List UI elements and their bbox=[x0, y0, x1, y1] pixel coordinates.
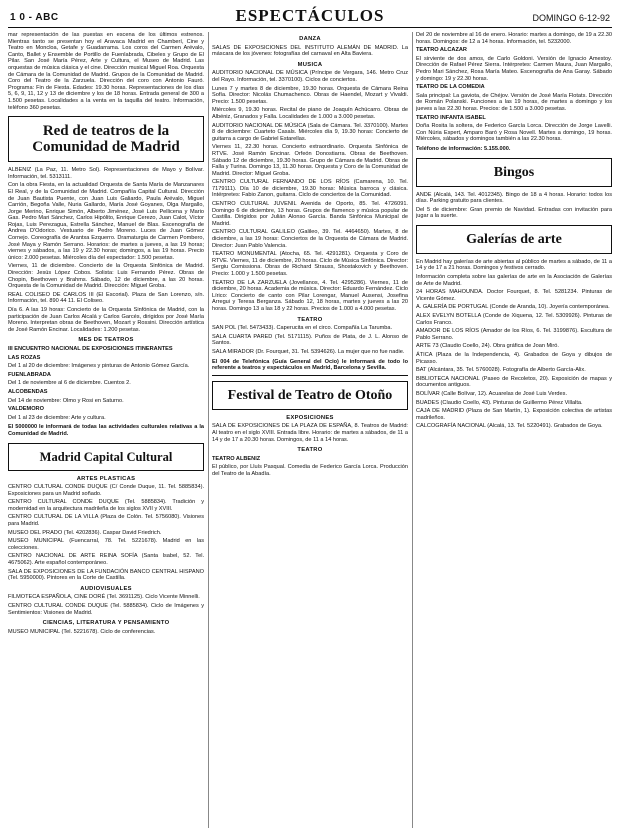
listing-line: ALEX EVELYN BOTELLA (Conde de Xiquena, 12. Tel. 5309926). Pinturas de Carlos Franco. bbox=[416, 313, 612, 326]
listing-line: TEATRO ALBENIZ bbox=[212, 455, 261, 462]
red-paragraph: REAL COLISEO DE CARLOS III (El Escorial). Plaza de San Lorenzo, s/n. Información, tel. 890 44 11. El Coliseo. bbox=[8, 291, 204, 305]
listing-line: CENTRO CULTURAL GALILEO (Galileo, 39. Tel. 4464650). Martes, 8 de diciembre, a las 19 horas: Conciertos de la Orquesta de Cámara de Madrid. Director: Juan Pablo Valencia. bbox=[212, 229, 408, 249]
column-divider bbox=[412, 32, 413, 828]
listing-line: CENTRO CULTURAL CONDE DUQUE (Tel. 5885834). Ciclo de Imágenes y Sentimientos: Visiones de Madrid. bbox=[8, 603, 204, 616]
divider bbox=[212, 375, 408, 376]
listing-line: En Madrid hay galerías de arte abiertas al público de martes a sábado, de 11 a 14 y de 17 a 21 horas. Domingos y festivos cerrado. bbox=[416, 258, 612, 272]
listing-line: SAN POL (Tel. 5473433). Caperucita en el circo. Compañía La Tarumba. bbox=[212, 325, 393, 332]
section-heading: ARTES PLASTICAS bbox=[76, 475, 136, 482]
listing-line: Información completa sobre las galerías de arte en la Asociación de Galerías de Arte de Madrid. bbox=[416, 274, 612, 287]
listing-line: Doña Rosita la soltera, de Federico García Lorca. Dirección de Jorge Lavelli. Con Núria Espert, Amparo Baró y Rosa Novell. Martes a domingo, 19 horas. Miércoles, sábados y domingos también a las 22.30 horas. bbox=[416, 123, 612, 143]
listing-line: CENTRO CULTURAL FERNANDO DE LOS RÍOS (Camarena, 10. Tel. 7179111). Día 10 de diciembre, 19.30 horas: Música barroca y clásica. Intérpretes: Fabio Zanon, guitarra. Ciclo de conciertos de la Comunidad. bbox=[212, 179, 408, 199]
red-teatros-box: Red de teatros de la Comunidad de Madrid bbox=[8, 116, 204, 162]
listing-line: CENTRO NACIONAL DE ARTE REINA SOFÍA (Santa Isabel, 52. Tel. 4675062). Arte español contemporáneo. bbox=[8, 553, 204, 567]
listing-line: El sirviente de dos amos, de Carlo Goldoni. Versión de Ignacio Amestoy. Dirección de Rafael Pérez Sierra. Intérpretes: Carmen Maura, Juan Margallo, Pedro Mari Sánchez, Rosa María Mateo. Escenografía de Ana Garay. Sábado y domingo: 19 y 22.30 horas. bbox=[416, 55, 612, 82]
listing-line: AMADOR DE LOS RÍOS (Amador de los Ríos, 6. Tel. 3199876). Escultura de Pablo Serrano. bbox=[416, 328, 612, 341]
listing-line: LAS ROZAS bbox=[8, 354, 41, 361]
section-heading: MES DE TEATROS bbox=[78, 337, 134, 344]
info-note: El 004 de Telefónica (Guía General del Ocio) le informará de todo lo referente a teatros y espectáculos en Madrid, Barcelona y Sevilla. bbox=[212, 358, 408, 372]
red-paragraph: Día 6. A las 19 horas: Concierto de la Orquesta Sinfónica de Madrid, con la participación de Juan Carlos Alcalá y Carlos Garcés, dirigidos por José María Moreno. Interpretan obras de Beethoven, Mozart y Rossini. Dirección artística de José Ramón Encinar. Localidades: 1.200 pesetas. bbox=[8, 307, 204, 333]
listing-line: Sala principal: La gaviota, de Chéjov. Versión de José María Flotats. Dirección de Román Polanski. Funciones a las 19 horas, de martes a domingo y los jueves a las 22.30 horas. Precios: de 1.500 a 3.000 pesetas. bbox=[416, 92, 612, 112]
listing-line: MUSEO DEL PRADO (Tel. 4202836). Caspar David Friedrich. bbox=[8, 529, 162, 536]
listing-line: 24 HORAS MAHOUNDA. Doctor Fourquet, 8. Tel. 5281234. Pinturas de Vicente Gómez. bbox=[416, 289, 612, 302]
listing-line: Del 1 al 20 de diciembre: Imágenes y pinturas de Antonio Gómez García. bbox=[8, 363, 190, 370]
listing-line: CAJA DE MADRID (Plaza de San Martín, 1). Exposición colectiva de artistas madrileños. bbox=[416, 408, 612, 421]
listing-line: CENTRO CULTURAL CONDE DUQUE (C/ Conde Duque, 11. Tel. 5885834). Exposiciones para un Madrid soñado. bbox=[8, 484, 204, 497]
listing-line: TEATRO DE LA ZARZUELA (Jovellanos, 4. Tel. 4295286). Viernes, 11 de diciembre, 20 horas. Academia de música. Director: Eduardo Fernández. Ciclo Lírico: Concierto de canto con Pilar Lorengar, Manuel Ausensi, Josefina Arregui y Teresa Berganza. Sábado 12, 18 horas, martes y jueves a las 20 horas. Domingo 13 a las 18 y 22 horas. Precios de 1.000 a 4.000 pesetas. bbox=[212, 279, 408, 312]
listing-line: AUDITORIO NACIONAL DE MÚSICA (Príncipe de Vergara, 146. Metro Cruz del Rayo. Información, tel. 3370100). Ciclos de conciertos. bbox=[212, 70, 408, 83]
column-1 bbox=[8, 32, 204, 828]
listing-line: Del 1 al 23 de diciembre: Arte y cultura. bbox=[8, 414, 106, 421]
listing-line: Del 20 de noviembre al 16 de enero. Horario: martes a domingo, de 19 a 22.30 horas. Domingos: de 12 a 14 horas. Información, tel. 5232000. bbox=[416, 32, 612, 45]
listing-line: CENTRO CULTURAL DE LA VILLA (Plaza de Colón. Tel. 5756080). Visiones para Madrid. bbox=[8, 514, 204, 528]
section-heading: MUSICA bbox=[297, 61, 323, 68]
red-paragraph: Viernes, 11 de diciembre. Concierto de la Orquesta Sinfónica de Madrid. Dirección: Jesús López Cobos. Solista: Luis Fernando Pérez. Obras de Chopin, Beethoven y Brahms. Sábado, 12 de diciembre, a las 20 horas. Orquesta de la Comunidad de Madrid. Dirección: Miguel Groba. bbox=[8, 263, 204, 290]
listing-line: VALDEMORO bbox=[8, 406, 44, 413]
madrid-capital-box: Madrid Capital Cultural bbox=[8, 443, 204, 471]
listing-line: FUENLABRADA bbox=[8, 371, 51, 378]
page-number: 1 0 - ABC bbox=[10, 12, 59, 23]
listing-line: SALAS DE EXPOSICIONES DEL INSTITUTO ALEMÁN DE MADRID. La máscara de los jóvenes: fotografías del carnaval en Alta Baviera. bbox=[212, 44, 408, 58]
listing-line: Del 1 de noviembre al 6 de diciembre. Cuentos 2. bbox=[8, 380, 131, 387]
section-heading: CIENCIAS, LITERATURA Y PENSAMIENTO bbox=[42, 620, 170, 627]
listing-line: ALCOBENDAS bbox=[8, 388, 48, 395]
section-heading: DANZA bbox=[299, 36, 321, 42]
listing-line: El público, por Lluís Pasqual. Comedia de Federico García Lorca. Producción del Teatro de la Abadía. bbox=[212, 464, 408, 477]
page-date: DOMINGO 6-12-92 bbox=[532, 13, 610, 23]
red-paragraph: Con la obra Fiesta, en la actualidad Orquesta de Santa María de Manzanares El Real, y de la Comunidad de Madrid. Compañía Capital Cultural. Dirección de Juan Bautista Puente, con Juan Luis Galiardo, Paula Arévalo, Miguel Carrión, Begoña Valle, Nuria Gallardo, María José Goyanes, Olga Margallo, Jorge Merino, Enrique Simón, Alberto Jiménez, José Luis Pellicena y Mario Gas. Pedro Mari Sánchez, Carlos Hipólito, Enrique Cerezo, Juan Calot, Víctor Rojas, Luis Perezagua, Estrella Sánchez, Manuel de Blas. Escenografía de Andrea D'Odorico. Vestuario de Pedro Moreno. Luces de Juan Gómez Cornejo. Coreografía de Arantxa Ezquerro. Dramaturgia de Carmen Pombero, José Maya y Ramón Serrano. Horarios: de martes a jueves, a las 19 horas; viernes y sábados, a las 19 y 22.30 horas; domingos, a las 19 horas. Precio único: 2.000 pesetas. Miércoles día del espectador: 1.500 pesetas. bbox=[8, 182, 204, 261]
intro-paragraph: mar representación de las puestas en escena de los últimos estrenos. Mientras tanto se presentan hoy el Aravaca Madrid en Chamberí, Cine y Teatro en Moncloa, Getafe y Guadarrama. Los coros del Carmen Arévalo, Canto, Ballet y Ensemble de Portillo de Fuenlabrada, Cibeles y Grupo de El Pilar. San José María Pérez, Arte y Cultura, el Museo de Madrid. Las orquestas de música clásica y el cine. Dirección musical Miguel Roa. Orquesta de Cámara de la Comunidad de Madrid. Grupos de la Comunidad de Madrid. Coro del Teatro de la Zarzuela. Dirección del coro con Antonio Fauró. Programa: Fin de Fiesta. Edades: 19.30 horas. Representaciones de los días 5, 6, 9, 11, 12 y 13 de diciembre y los de 18 horas. Entrada general de 300 a 1.500 pesetas. Localidades a la venta en la taquilla del teatro. Información, teléfono 360 pesetas. bbox=[8, 32, 204, 111]
column-2 bbox=[212, 32, 408, 828]
column-divider bbox=[208, 32, 209, 828]
listing-line: A. GALERÍA DE PORTUGAL (Conde de Aranda, 10). Joyería contemporánea. bbox=[416, 304, 610, 311]
section-title: ESPECTÁCULOS bbox=[235, 6, 385, 25]
section-heading: TEATRO bbox=[297, 447, 323, 454]
listing-line: BAT (Alcántara, 35. Tel. 5760028). Fotografía de Alberto García-Alix. bbox=[416, 367, 586, 374]
listing-line: BUADES (Claudio Coello, 43). Pinturas de Guillermo Pérez Villalta. bbox=[416, 399, 583, 406]
listing-line: MUSEO MUNICIPAL (Tel. 5221678). Ciclo de conferencias. bbox=[8, 628, 156, 635]
listing-line: ANDE (Alcalá, 143. Tel. 4012345). Bingo de 18 a 4 horas. Horario: todos los días. Parking gratuito para clientes. bbox=[416, 191, 612, 205]
page-header bbox=[8, 6, 612, 28]
listing-line: TEATRO ALCAZAR bbox=[416, 47, 467, 54]
listing-line: Del 5 de diciembre: Gran premio de Navidad. Entradas con invitación para jugar a la suerte. bbox=[416, 206, 612, 220]
bingos-box: Bingos bbox=[416, 158, 612, 187]
listing-line: SALA DE EXPOSICIONES DE LA PLAZA DE ESPAÑA, 8. Teatros de Madrid: Al teatro en el siglo XVIII. Entrada libre. Horario: de martes a sábados, de 11 a 14 y de 17 a 20.30 horas. Domingos, de 11 a 14 horas. bbox=[212, 423, 408, 443]
listing-line: MUSEO MUNICIPAL (Fuencarral, 78. Tel. 5221678). Madrid en las colecciones. bbox=[8, 538, 204, 551]
festival-otono-box: Festival de Teatro de Otoño bbox=[212, 381, 408, 410]
listing-line: CENTRO CULTURAL JUVENIL Avenida de Oporto, 85. Tel. 4726091. Domingo 6 de diciembre, 13 horas. Grupos de flamenco y música popular de Castilla. Dirigidos por Julián Alonso García. Banda Sinfónica Municipal de Madrid. bbox=[212, 201, 408, 227]
listing-line: AUDITORIO NACIONAL DE MÚSICA (Sala de Cámara. Tel. 3370100). Martes 8 de diciembre: Cuarteto Casals. Miércoles día 9, 19.30 horas: Concierto de guitarra a cargo de Gabriel Estarellas. bbox=[212, 122, 408, 142]
listing-line: Miércoles 9, 19.30 horas. Recital de piano de Joaquín Achúcarro. Obras de Albéniz, Granados y Falla. Localidades de 1.000 a 3.000 pesetas. bbox=[212, 107, 408, 120]
column-3 bbox=[416, 32, 612, 828]
listing-line: Lunes 7 y martes 8 de diciembre, 19.30 horas. Orquesta de Cámara Reina Sofía. Director: Nicolás Chumachenco. Obras de Haendel, Mozart y Vivaldi. Precio: 1.500 pesetas. bbox=[212, 85, 408, 105]
listing-line: BOLÍVAR (Calle Bolívar, 12). Acuarelas de José Luis Verdes. bbox=[416, 390, 568, 397]
listing-line: CALCOGRAFÍA NACIONAL (Alcalá, 13. Tel. 5220491). Grabados de Goya. bbox=[416, 423, 603, 430]
red-paragraph: ALBENIZ (La Paz, 11. Metro Sol). Representaciones de Mayo y Bolívar. Información, tel. 5313111. bbox=[8, 167, 204, 180]
listing-line: SALA DE EXPOSICIONES DE LA FUNDACIÓN BANCO CENTRAL HISPANO (Tel. 5950000). Pintores en la Corte de Castilla. bbox=[8, 568, 204, 582]
listing-line: TEATRO MONUMENTAL (Atocha, 65. Tel. 4291281). Orquesta y Coro de RTVE. Viernes, 11 de diciembre, 20 horas. Ciclo de Música Sinfónica. Director: Sergiu Comissiona. Obras de Richard Strauss, Shostakovich y Beethoven. Precio: 1.000 y 1.500 pesetas. bbox=[212, 251, 408, 277]
info-note: El 5000000 le informará de todas las actividades culturales relativas a la Comunidad de Madrid. bbox=[8, 424, 204, 437]
galerias-box: Galerías de arte bbox=[416, 225, 612, 254]
listing-line: TEATRO INFANTA ISABEL bbox=[416, 114, 486, 121]
listing-line: Viernes 11, 22.30 horas. Concierto extraordinario. Orquesta Sinfónica de RTVE. José Ramón Encinar. Orfeón Donostiarra. Obras de Beethoven. Sábado 12 de diciembre, 19.30 horas. Grupo de Cámara de Madrid. Obras de Falla y Turina. Domingo 13, 11.30 horas. Orquesta y Coro de la Comunidad de Madrid. Director: Miguel Groba. bbox=[212, 144, 408, 177]
listing-line: SALA MIRADOR (Dr. Fourquet, 31. Tel. 5394626). La mujer que no fue nadie. bbox=[212, 348, 405, 355]
listing-line: BIBLIOTECA NACIONAL (Paseo de Recoletos, 20). Exposición de mapas y documentos antiguos. bbox=[416, 375, 612, 389]
section-heading: TEATRO bbox=[297, 316, 323, 323]
listing-line: Del 14 de noviembre: Olmo y Rosi en Saturno. bbox=[8, 397, 124, 404]
listing-line: III ENCUENTRO NACIONAL DE EXPOSICIONES ITINERANTES bbox=[8, 345, 173, 352]
section-heading: AUDIOVISUALES bbox=[80, 585, 132, 592]
listing-line: ARTE 73 (Claudio Coello, 24). Obra gráfica de Joan Miró. bbox=[416, 343, 559, 350]
listing-line: FILMOTECA ESPAÑOLA, CINE DORÉ (Tel. 3691125). Ciclo Vicente Minnelli. bbox=[8, 594, 200, 601]
listing-line: ÁTICA (Plaza de la Independencia, 4). Grabados de Goya y dibujos de Picasso. bbox=[416, 352, 612, 365]
info-note: Teléfono de información: 5.155.000. bbox=[416, 145, 511, 152]
listing-line: CENTRO CULTURAL CONDE DUQUE (Tel. 5885834). Tradición y modernidad en la arquitectura madrileña de los siglos XVII y XVIII. bbox=[8, 499, 204, 512]
listing-line: SALA CUARTA PARED (Tel. 5171115). Puños de Plata, de J. L. Alonso de Santos. bbox=[212, 333, 408, 347]
listing-line: TEATRO DE LA COMEDIA bbox=[416, 84, 485, 91]
section-heading: EXPOSICIONES bbox=[286, 414, 334, 421]
newspaper-page bbox=[8, 0, 612, 833]
